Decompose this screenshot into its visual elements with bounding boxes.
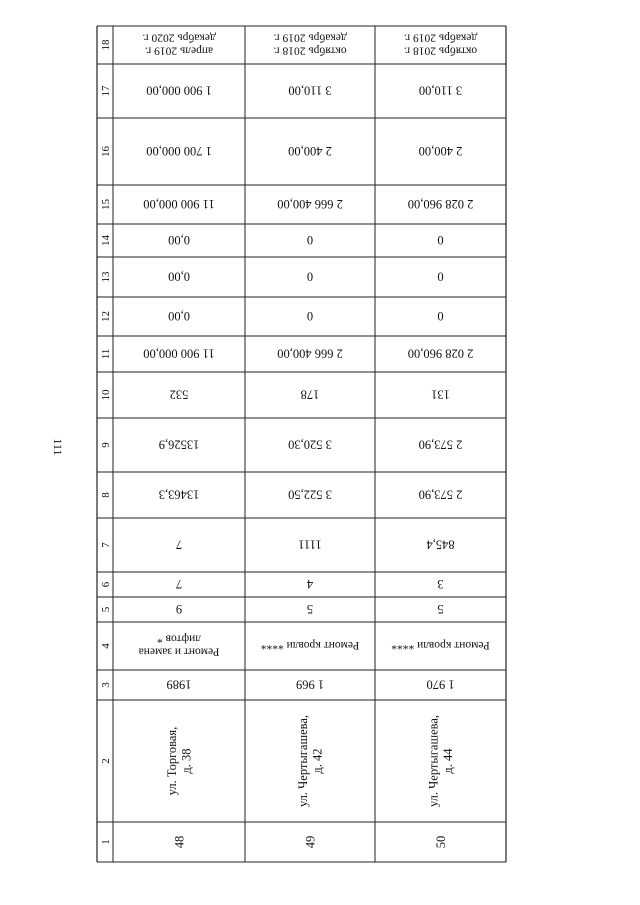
column-number-text: 8: [100, 492, 112, 498]
cell-col-18: [273, 31, 346, 56]
column-number-text: 16: [100, 146, 112, 157]
column-number: [100, 349, 112, 360]
cell-col-4-line: Ремонт и замена: [138, 645, 220, 658]
cell-col-12: [437, 309, 443, 323]
cell-col-12-line: 0: [306, 309, 314, 324]
column-number: [100, 758, 112, 764]
cell-col-10: [431, 388, 450, 402]
cell-col-5: [437, 602, 443, 616]
column-number-text: 7: [100, 542, 112, 548]
cell-col-3-line: 1 970: [426, 677, 455, 692]
cell-col-4-line: лифтов *: [156, 632, 202, 645]
cell-col-6: [306, 577, 313, 591]
cell-col-9: [419, 438, 463, 452]
cell-col-11-line: 2 666 400,00: [277, 346, 343, 361]
cell-col-1: [172, 836, 186, 849]
cell-col-18-line: апрель 2019 г.: [145, 44, 213, 57]
cell-col-17-line: 3 110,00: [418, 83, 463, 98]
column-number: [100, 39, 112, 51]
cell-col-4: [391, 639, 490, 651]
cell-col-6-line: 7: [175, 577, 183, 592]
cell-col-10-line: 178: [300, 387, 320, 402]
cell-col-3-line: 1989: [166, 677, 192, 692]
column-number: [100, 581, 112, 587]
column-number-text: 2: [100, 758, 112, 764]
cell-col-9-line: 13526,9: [158, 437, 200, 452]
column-number: [100, 235, 112, 247]
cell-col-14: [168, 233, 190, 247]
cell-col-8: [159, 488, 200, 502]
cell-col-14-line: 0,00: [168, 233, 190, 248]
cell-col-2-line: д. 42: [310, 748, 325, 774]
cell-col-12: [168, 309, 190, 323]
cell-col-2-line: д. 38: [179, 748, 194, 774]
cell-col-7-line: 845,4: [426, 537, 455, 552]
column-number-text: 12: [100, 311, 112, 322]
cell-col-15-line: 2 028 960,00: [407, 197, 474, 212]
cell-col-7: [426, 538, 455, 552]
cell-col-1-line: 50: [433, 835, 448, 849]
cell-col-8-line: 2 573,90: [418, 487, 463, 502]
cell-col-16: [419, 144, 463, 158]
column-number-text: 5: [100, 606, 112, 613]
cell-col-15-line: 2 666 400,00: [277, 197, 343, 212]
cell-col-6-line: 4: [306, 577, 314, 592]
cell-col-2: [165, 727, 193, 796]
cell-col-7-line: 1111: [298, 537, 322, 552]
cell-col-5-line: 5: [437, 602, 444, 617]
cell-col-1: [434, 836, 448, 849]
cell-col-10-line: 532: [169, 387, 189, 402]
column-number: [100, 199, 112, 211]
cell-col-14: [307, 233, 313, 247]
column-number-text: 6: [100, 581, 112, 588]
column-number-text: 17: [100, 85, 112, 97]
cell-col-12-line: 0,00: [168, 309, 190, 324]
cell-col-18-line: декабрь 2019 г.: [273, 31, 347, 44]
column-number: [100, 271, 112, 283]
page-number: 111: [51, 438, 65, 456]
cell-col-9: [288, 438, 332, 452]
cell-col-3-line: 1 969: [295, 677, 325, 692]
cell-col-16: [146, 144, 212, 158]
cell-col-12-line: 0: [437, 309, 444, 324]
cell-col-10-line: 131: [431, 387, 450, 402]
cell-col-4-line: Ремонт кровли ****: [391, 638, 490, 651]
cell-col-5: [307, 602, 313, 616]
cell-col-17-line: 1 900 000,00: [146, 83, 212, 98]
cell-col-9-line: 2 573,90: [418, 437, 463, 452]
cell-col-2-line: д. 44: [441, 748, 456, 774]
cell-col-17: [146, 84, 212, 98]
cell-col-18-line: октябрь 2018 г.: [403, 44, 478, 57]
cell-col-18-line: декабрь 2019 г.: [403, 31, 478, 44]
cell-col-16-line: 2 400,00: [418, 144, 463, 159]
cell-col-15: [408, 197, 474, 211]
cell-col-1-line: 49: [303, 835, 318, 849]
cell-col-1: [303, 836, 317, 849]
cell-col-4-line: Ремонт кровли ****: [260, 638, 360, 651]
cell-col-6: [437, 577, 443, 591]
column-number-strip: [100, 39, 112, 845]
cell-col-7: [176, 538, 182, 552]
cell-col-2-line: ул. Торговая,: [165, 726, 180, 796]
cell-col-5-line: 9: [175, 602, 183, 617]
column-number: [100, 682, 112, 688]
cell-col-3: [167, 678, 192, 692]
cell-col-15-line: 11 900 000,00: [143, 197, 215, 212]
column-number-text: 18: [100, 39, 112, 51]
column-number: [100, 146, 112, 158]
column-number-text: 11: [100, 348, 112, 360]
cell-col-5-line: 5: [306, 602, 314, 617]
cell-col-11: [143, 347, 214, 361]
cell-col-2-line: ул. Чертыгашева,: [296, 714, 311, 808]
column-number-text: 14: [100, 235, 112, 246]
column-number-text: 9: [100, 442, 112, 448]
cell-col-11-line: 11 900 000,00: [143, 346, 215, 361]
cell-col-2: [296, 715, 324, 807]
cell-col-4: [260, 639, 359, 651]
cell-col-6: [176, 577, 182, 591]
table-row: [139, 31, 220, 848]
cell-col-13: [307, 270, 313, 284]
cell-col-16-line: 1 700 000,00: [146, 144, 212, 159]
cell-col-8: [419, 488, 463, 502]
cell-col-6-line: 3: [437, 577, 444, 592]
cell-col-18-line: октябрь 2018 г.: [273, 44, 347, 57]
column-number-text: 3: [100, 682, 112, 688]
column-number-text: 10: [100, 389, 112, 401]
cell-col-14: [437, 233, 443, 247]
cell-col-18-line: декабрь 2020 г.: [142, 31, 216, 44]
cell-col-8-line: 3 522,50: [288, 487, 332, 502]
cell-col-4: [139, 632, 220, 657]
column-number: [100, 606, 112, 612]
cell-col-10: [301, 388, 320, 402]
cell-col-17-line: 3 110,00: [288, 83, 332, 98]
column-number: [100, 442, 112, 448]
cell-col-2-line: ул. Чертыгашева,: [426, 714, 441, 808]
cell-col-17: [288, 84, 331, 98]
cell-col-10: [170, 388, 189, 402]
cell-col-18: [142, 31, 215, 56]
cell-col-13-line: 0,00: [168, 269, 190, 284]
column-number: [100, 85, 112, 97]
cell-col-18: [404, 31, 477, 56]
cell-col-12: [307, 309, 313, 323]
cell-col-15: [143, 197, 214, 211]
cell-col-17: [419, 84, 462, 98]
cell-col-13: [437, 270, 443, 284]
cell-col-11: [408, 347, 474, 361]
column-number: [100, 311, 112, 322]
column-number: [100, 839, 112, 845]
cell-col-15: [277, 197, 343, 211]
cell-col-1-line: 48: [172, 835, 187, 849]
cell-col-13: [168, 270, 190, 284]
cell-col-9: [159, 438, 200, 452]
column-number-text: 13: [100, 271, 112, 283]
cell-col-14-line: 0: [437, 233, 444, 248]
cell-col-11: [277, 347, 343, 361]
cell-col-9-line: 3 520,30: [288, 437, 332, 452]
cell-col-2: [427, 715, 455, 807]
cell-col-16: [288, 144, 332, 158]
column-number: [100, 389, 112, 401]
cell-col-7: [298, 538, 322, 552]
column-number-text: 4: [100, 643, 112, 649]
cell-col-14-line: 0: [306, 233, 314, 248]
cell-col-11-line: 2 028 960,00: [407, 346, 474, 361]
column-number-text: 15: [100, 199, 112, 210]
cell-col-8-line: 13463,3: [158, 487, 200, 502]
cell-col-7-line: 7: [175, 537, 183, 552]
column-number: [100, 492, 112, 498]
column-number: [100, 643, 112, 649]
cell-col-3: [296, 678, 324, 692]
cell-col-5: [176, 602, 182, 616]
table-row: [260, 31, 359, 848]
cell-col-16-line: 2 400,00: [288, 144, 332, 159]
cell-col-13-line: 0: [306, 269, 314, 284]
table-row: [391, 31, 490, 848]
cell-col-8: [288, 488, 332, 502]
column-number: [100, 542, 112, 548]
column-number-text: 1: [100, 839, 112, 845]
cell-col-3: [426, 678, 454, 692]
cell-col-13-line: 0: [437, 269, 444, 284]
